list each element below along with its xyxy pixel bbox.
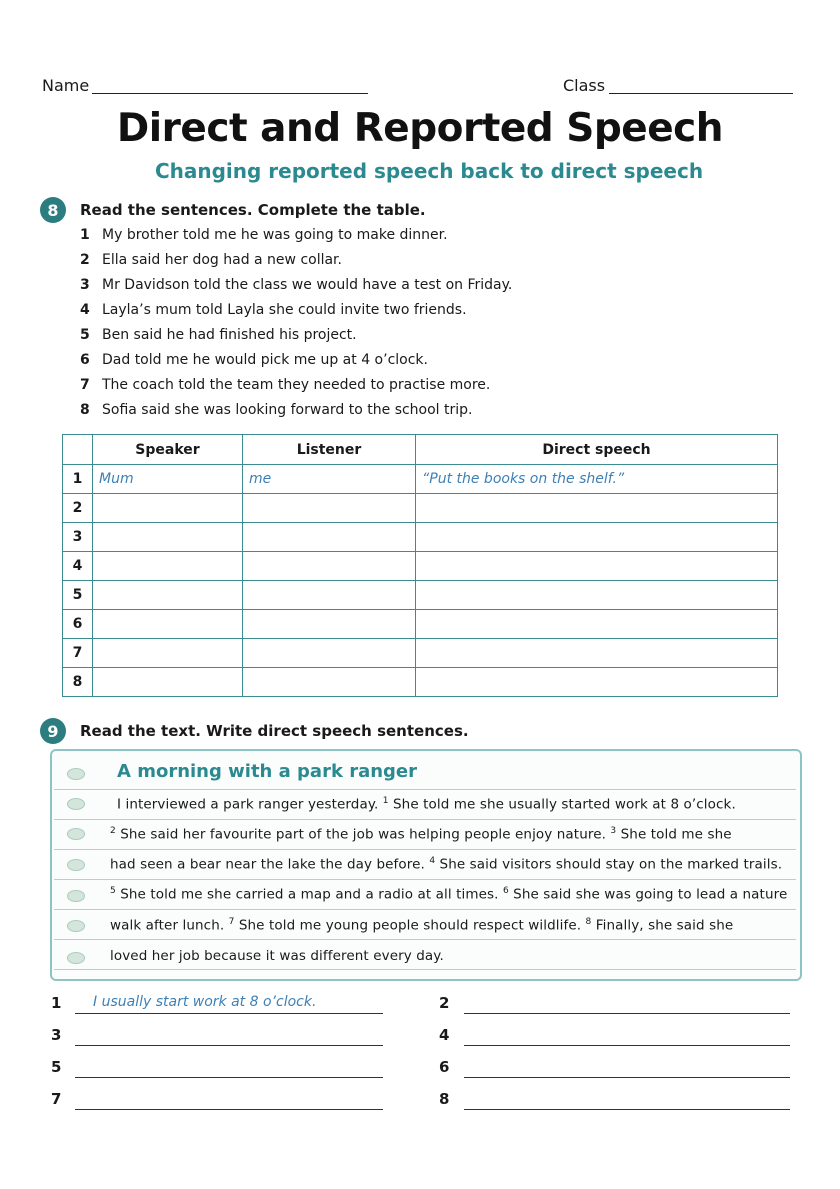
text-segment: Finally, she said she: [591, 917, 734, 934]
sentence-number: 1: [80, 227, 90, 243]
sentence-text: Layla’s mum told Layla she could invite two friends.: [102, 302, 467, 318]
notebook-text-line: [110, 856, 782, 873]
binder-hole-icon: [67, 890, 85, 902]
notebook-text-line: [110, 917, 733, 934]
sentence-number: 4: [80, 302, 90, 318]
text-segment: She said visitors should stay on the marked trails.: [435, 856, 783, 873]
text-segment: She said she was going to lead a nature: [508, 886, 788, 903]
row-number: 8: [63, 668, 93, 697]
speaker-cell[interactable]: [93, 639, 243, 668]
answer-line-field[interactable]: [464, 1045, 790, 1046]
sentence-marker: 6: [502, 886, 509, 896]
sentence-item: [80, 277, 680, 297]
notebook-text-line: [110, 948, 444, 964]
table-header-direct-speech: Direct speech: [416, 435, 778, 465]
row-number: 6: [63, 610, 93, 639]
table-row: [63, 494, 778, 523]
speaker-cell[interactable]: [93, 668, 243, 697]
listener-cell[interactable]: [243, 494, 416, 523]
listener-cell[interactable]: [243, 552, 416, 581]
direct-speech-cell[interactable]: [416, 581, 778, 610]
sentence-item: [80, 327, 680, 347]
row-number: 3: [63, 523, 93, 552]
direct-speech-cell[interactable]: [416, 610, 778, 639]
answer-number: 1: [51, 994, 62, 1012]
direct-speech-cell[interactable]: [416, 668, 778, 697]
sentence-marker: 8: [585, 917, 592, 927]
notebook-text-line: [117, 796, 736, 813]
sentence-marker: 5: [110, 886, 116, 896]
speaker-cell[interactable]: [93, 494, 243, 523]
answer-number: 6: [439, 1058, 450, 1076]
binder-hole-icon: [67, 920, 85, 932]
answer-number: 7: [51, 1090, 62, 1108]
text-segment: She told me she: [616, 826, 732, 843]
sentence-number: 6: [80, 352, 90, 368]
direct-speech-cell[interactable]: [416, 639, 778, 668]
ruled-line: [54, 969, 796, 970]
page-title: Direct and Reported Speech: [116, 106, 724, 151]
answer-number: 5: [51, 1058, 62, 1076]
answer-line-field[interactable]: [464, 1109, 790, 1110]
text-segment: She told me young people should respect wildlife.: [234, 917, 586, 934]
answer-line-field[interactable]: [464, 1013, 790, 1014]
table-row: [63, 523, 778, 552]
row-number: 4: [63, 552, 93, 581]
sentence-marker: 3: [610, 826, 617, 836]
name-field[interactable]: [92, 93, 368, 94]
answer-number: 4: [439, 1026, 450, 1044]
notebook-text-line: [110, 886, 787, 903]
answer-line-field[interactable]: [75, 1013, 383, 1014]
exercise-8-instruction: Read the sentences. Complete the table.: [80, 201, 426, 219]
table-row: [63, 581, 778, 610]
sentence-number: 8: [80, 402, 90, 418]
row-number: 5: [63, 581, 93, 610]
sentence-item: [80, 402, 680, 422]
answer-line-field[interactable]: [464, 1077, 790, 1078]
row-number: 7: [63, 639, 93, 668]
exercise-9-badge: 9: [40, 718, 66, 744]
sentence-number: 2: [80, 252, 90, 268]
table-row: [63, 639, 778, 668]
table-row: [63, 552, 778, 581]
sentence-text: Dad told me he would pick me up at 4 o’clock.: [102, 352, 428, 368]
answer-line-field[interactable]: [75, 1077, 383, 1078]
text-segment: I interviewed a park ranger yesterday.: [117, 796, 383, 813]
row-number: 2: [63, 494, 93, 523]
sentence-item: [80, 252, 680, 272]
ruled-line: [54, 909, 796, 910]
answer-table: [62, 434, 778, 697]
direct-speech-cell[interactable]: [416, 552, 778, 581]
answer-number: 2: [439, 994, 450, 1012]
listener-cell[interactable]: [243, 639, 416, 668]
table-row: [63, 465, 778, 494]
table-row: [63, 610, 778, 639]
sentence-number: 3: [80, 277, 90, 293]
listener-cell[interactable]: [243, 610, 416, 639]
sentence-marker: 1: [382, 796, 389, 806]
text-segment: She told me she usually started work at 8 o’clock.: [388, 796, 736, 813]
sentence-item: [80, 352, 680, 372]
binder-hole-icon: [67, 768, 85, 780]
table-row: [63, 668, 778, 697]
listener-cell[interactable]: [243, 581, 416, 610]
answer-text: I usually start work at 8 o’clock.: [93, 994, 317, 1010]
ruled-line: [54, 849, 796, 850]
table-header-listener: Listener: [243, 435, 416, 465]
sentence-text: Mr Davidson told the class we would have a test on Friday.: [102, 277, 513, 293]
listener-cell[interactable]: [243, 523, 416, 552]
speaker-cell[interactable]: [93, 610, 243, 639]
sentence-item: [80, 377, 680, 397]
sentence-marker: 2: [110, 826, 116, 836]
notebook-text-line: [110, 826, 732, 843]
listener-cell[interactable]: [243, 668, 416, 697]
sentence-text: My brother told me he was going to make dinner.: [102, 227, 448, 243]
sentence-item: [80, 302, 680, 322]
text-segment: loved her job because it was different every day.: [110, 948, 444, 964]
notebook-title: A morning with a park ranger: [117, 761, 417, 782]
answer-line-field[interactable]: [75, 1109, 383, 1110]
class-label: Class: [563, 76, 606, 95]
speaker-cell[interactable]: [93, 552, 243, 581]
sentence-text: The coach told the team they needed to practise more.: [102, 377, 491, 393]
answer-number: 8: [439, 1090, 450, 1108]
ruled-line: [54, 819, 796, 820]
sentence-item: [80, 227, 680, 247]
answer-number: 3: [51, 1026, 62, 1044]
class-field[interactable]: [609, 93, 793, 94]
ruled-line: [54, 879, 796, 880]
binder-hole-icon: [67, 859, 85, 871]
sentence-marker: 7: [228, 917, 235, 927]
text-segment: walk after lunch.: [110, 917, 229, 934]
exercise-9-instruction: Read the text. Write direct speech sentences.: [80, 722, 469, 740]
sentence-text: Sofia said she was looking forward to the school trip.: [102, 402, 473, 418]
ruled-line: [54, 939, 796, 940]
speaker-cell[interactable]: Mum: [93, 465, 243, 494]
binder-hole-icon: [67, 798, 85, 810]
table-header-row: [63, 435, 778, 465]
speaker-cell[interactable]: [93, 523, 243, 552]
ruled-line: [54, 789, 796, 790]
sentence-marker: 4: [429, 856, 436, 866]
text-segment: She said her favourite part of the job was helping people enjoy nature.: [115, 826, 611, 843]
exercise-8-badge: 8: [40, 197, 66, 223]
text-segment: had seen a bear near the lake the day before.: [110, 856, 430, 873]
text-segment: She told me she carried a map and a radio at all times.: [115, 886, 503, 903]
direct-speech-cell[interactable]: [416, 523, 778, 552]
row-number: 1: [63, 465, 93, 494]
sentence-text: Ella said her dog had a new collar.: [102, 252, 342, 268]
direct-speech-cell[interactable]: “Put the books on the shelf.”: [416, 465, 778, 494]
page-subtitle: Changing reported speech back to direct speech: [154, 159, 704, 183]
sentence-text: Ben said he had finished his project.: [102, 327, 357, 343]
binder-hole-icon: [67, 952, 85, 964]
answer-line-field[interactable]: [75, 1045, 383, 1046]
sentence-number: 7: [80, 377, 90, 393]
table-header-speaker: Speaker: [93, 435, 243, 465]
sentence-number: 5: [80, 327, 90, 343]
direct-speech-cell[interactable]: [416, 494, 778, 523]
name-label: Name: [42, 76, 90, 95]
speaker-cell[interactable]: [93, 581, 243, 610]
listener-cell[interactable]: me: [243, 465, 416, 494]
binder-hole-icon: [67, 828, 85, 840]
table-header-number: [63, 435, 93, 465]
